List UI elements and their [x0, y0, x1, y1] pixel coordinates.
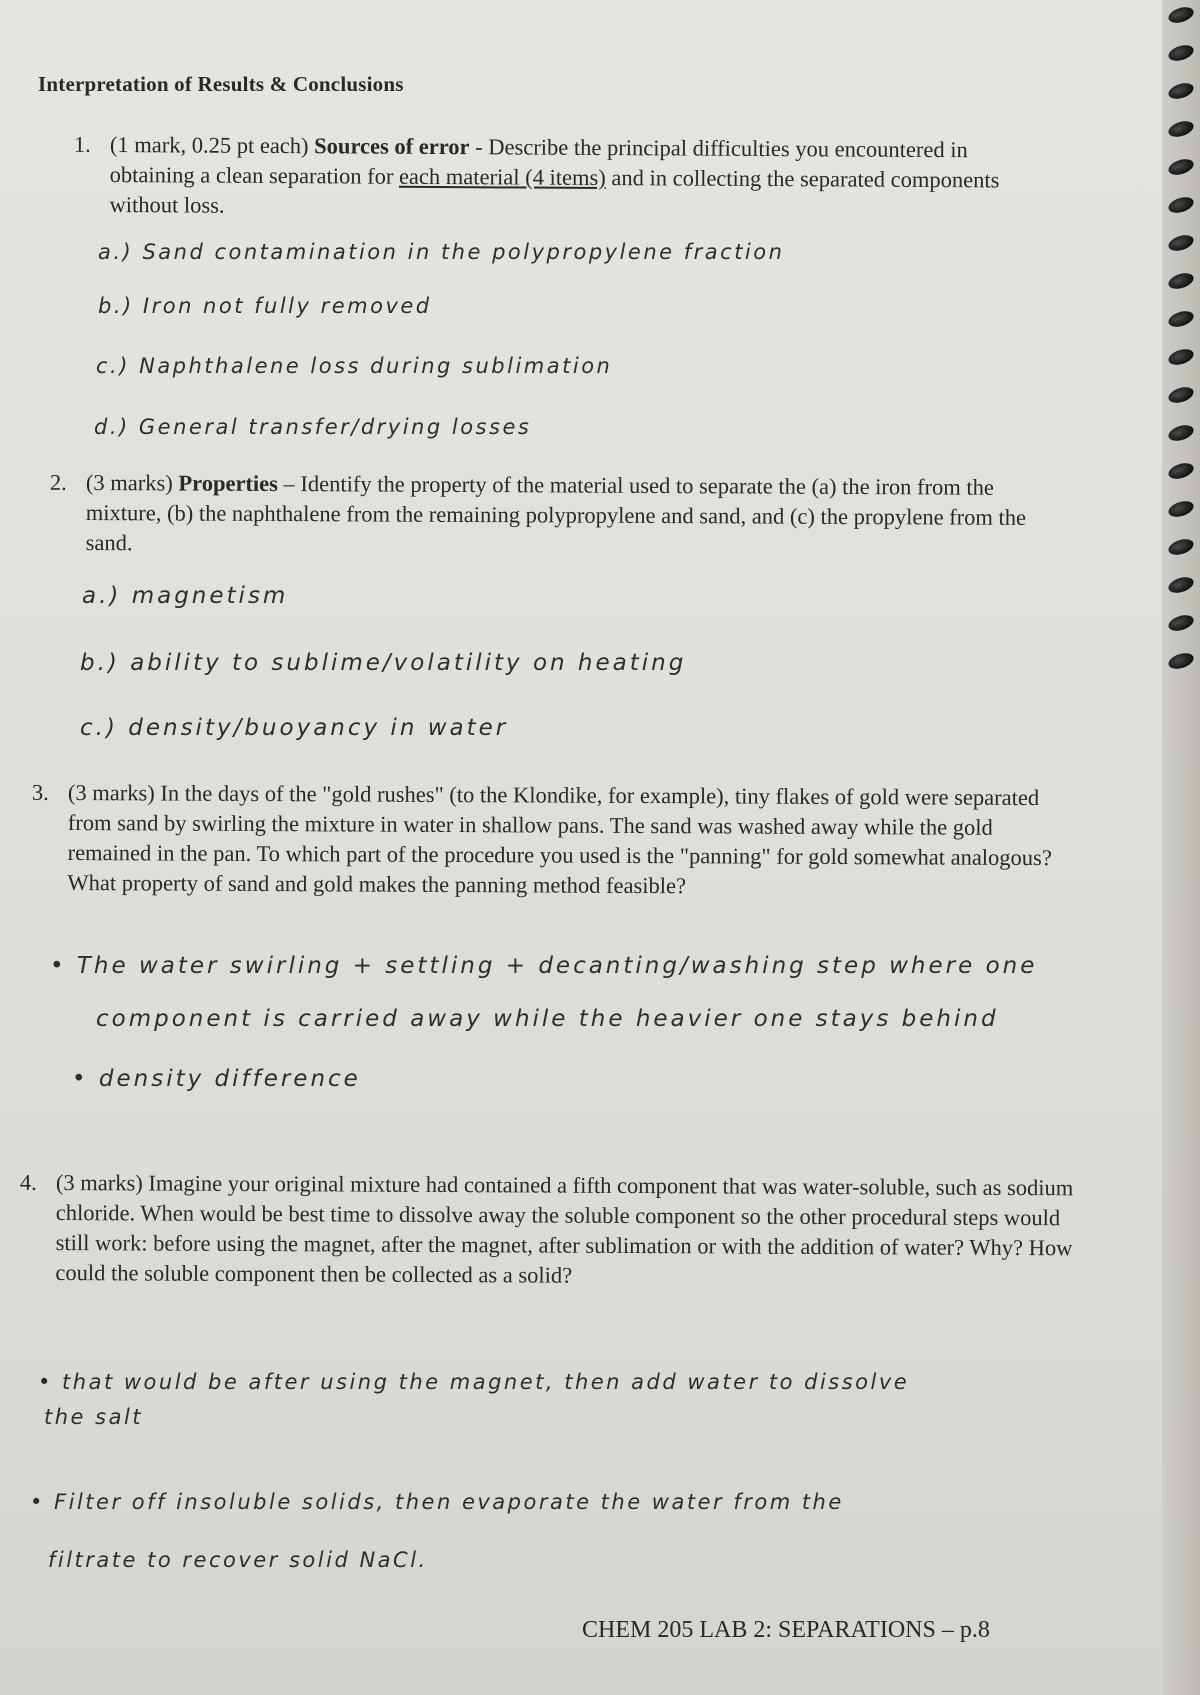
answer-4-line-3: • Filter off insoluble solids, then evaporate the water from the: [30, 1490, 844, 1514]
question-emphasis: each material (4 items): [398, 163, 606, 191]
question-text: (3 marks) Imagine your original mixture had contained a fifth component that was water-soluble, such as sodium chloride. When would be best time to dissolve away the soluble component so the other procedural steps would still work: before using the magnet, after the magnet, after sublimation or with the addition of water? Why? How could the soluble component then be collected as a solid?: [55, 1170, 1074, 1288]
binding-ring-icon: [1166, 156, 1195, 177]
answer-label: c.): [96, 354, 130, 378]
answer-2b: [80, 650, 686, 676]
binding-ring-icon: [1166, 498, 1195, 519]
binding-ring-icon: [1166, 80, 1195, 101]
question-3: [31, 778, 1078, 903]
spiral-binding: [1162, 0, 1200, 1695]
answer-label: a.): [82, 583, 122, 609]
question-number: 2.: [49, 469, 67, 495]
binding-ring-icon: [1166, 194, 1195, 215]
answer-label: d.): [94, 415, 130, 439]
answer-1b: [98, 294, 432, 318]
question-4: [19, 1168, 1076, 1293]
question-number: 4.: [19, 1169, 37, 1195]
answer-1c: [96, 354, 612, 378]
answer-4-line-4: filtrate to recover solid NaCl.: [48, 1548, 428, 1572]
answer-text: magnetism: [131, 583, 289, 609]
answer-3-line-3: • density difference: [72, 1066, 361, 1092]
answer-text: density/buoyancy in water: [128, 715, 509, 741]
question-title: Sources of error: [314, 133, 470, 160]
question-2: [49, 468, 1066, 563]
binding-ring-icon: [1166, 422, 1195, 443]
answer-text: ability to sublime/volatility on heating: [130, 650, 687, 676]
question-marks: (1 mark, 0.25 pt each): [109, 131, 315, 159]
answer-text: Naphthalene loss during sublimation: [139, 354, 613, 378]
binding-ring-icon: [1166, 612, 1195, 633]
binding-ring-icon: [1166, 346, 1195, 367]
binding-ring-icon: [1166, 42, 1195, 63]
question-text: – Identify the property of the material used to separate the (a) the iron from the mixture, (b) the naphthalene from the remaining polypropylene and sand, and (c) the propylene from the sand.: [85, 471, 1027, 556]
question-number: 1.: [73, 131, 91, 157]
answer-2a: [82, 583, 288, 609]
question-title: Properties: [178, 470, 279, 497]
question-text: (3 marks) In the days of the "gold rushes" (to the Klondike, for example), tiny flakes of gold were separated from sand by swirling the mixture in water in shallow pans. The sand was washed away while the gold remained in the pan. To which part of the procedure you used is the "panning" for gold somewhat analogous? What property of sand and gold makes the panning method feasible?: [67, 780, 1052, 899]
binding-ring-icon: [1166, 536, 1195, 557]
binding-ring-icon: [1166, 308, 1195, 329]
binding-ring-icon: [1166, 270, 1195, 291]
section-heading: Interpretation of Results & Conclusions: [38, 72, 404, 96]
answer-3-line-1: • The water swirling + settling + decanting/washing step where one: [50, 953, 1038, 979]
binding-ring-icon: [1166, 118, 1195, 139]
answer-label: b.): [98, 294, 134, 318]
binding-ring-icon: [1166, 650, 1195, 671]
answer-4-line-1: • that would be after using the magnet, then add water to dissolve: [38, 1370, 910, 1394]
answer-text: Iron not fully removed: [142, 294, 432, 318]
binding-ring-icon: [1166, 574, 1195, 595]
question-marks: (3 marks): [85, 469, 179, 496]
question-text: - Describe the principal difficulties you encountered in obtaining a clean separation for: [109, 134, 968, 189]
answer-4-line-2: the salt: [44, 1405, 144, 1429]
binding-ring-icon: [1166, 232, 1195, 253]
answer-label: c.): [80, 715, 118, 741]
answer-text: Sand contamination in the polypropylene fraction: [142, 240, 785, 264]
answer-3-line-2: component is carried away while the heavier one stays behind: [96, 1006, 999, 1032]
question-1: [73, 130, 1050, 226]
binding-ring-icon: [1166, 460, 1195, 481]
binding-ring-icon: [1166, 4, 1195, 25]
answer-label: a.): [98, 240, 134, 264]
answer-1d: [94, 415, 531, 439]
answer-text: General transfer/drying losses: [138, 415, 532, 439]
binding-ring-icon: [1166, 384, 1195, 405]
answer-label: b.): [80, 650, 120, 676]
question-text: and in collecting the separated components without loss.: [109, 165, 1000, 218]
answer-2c: [80, 715, 508, 741]
page-footer: CHEM 205 LAB 2: SEPARATIONS – p.8: [582, 1617, 990, 1643]
question-number: 3.: [31, 779, 49, 805]
answer-1a: [98, 240, 784, 264]
